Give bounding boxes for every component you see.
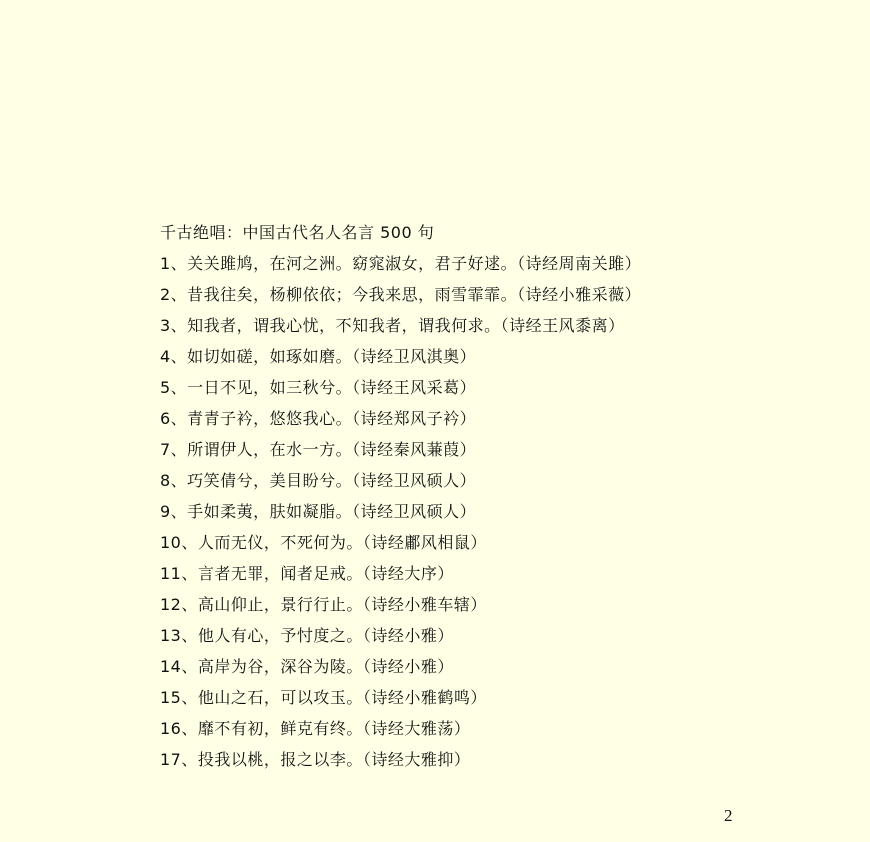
quote-line: 11、言者无罪，闻者足戒。（诗经大序） [160,564,454,583]
quote-line: 3、知我者，谓我心忧，不知我者，谓我何求。（诗经王风黍离） [160,316,625,335]
quote-line: 17、投我以桃，报之以李。（诗经大雅抑） [160,750,471,769]
quote-list [160,253,820,780]
quote-line: 15、他山之石，可以攻玉。（诗经小雅鹤鸣） [160,688,487,707]
quote-line: 7、所谓伊人，在水一方。（诗经秦风蒹葭） [160,440,477,459]
quote-line: 6、青青子衿，悠悠我心。（诗经郑风子衿） [160,409,477,428]
quote-line: 2、昔我往矣，杨柳依依；今我来思，雨雪霏霏。（诗经小雅采薇） [160,285,642,304]
quote-line: 1、关关雎鸠，在河之洲。窈窕淑女，君子好逑。（诗经周南关雎） [160,254,642,273]
quote-line: 13、他人有心，予忖度之。（诗经小雅） [160,626,454,645]
quote-line: 12、高山仰止，景行行止。（诗经小雅车辖） [160,595,487,614]
document-title: 千古绝唱：中国古代名人名言 500 句 [160,223,435,242]
document-body [160,222,820,780]
quote-line: 9、手如柔荑，肤如凝脂。（诗经卫风硕人） [160,502,477,521]
page-number: 2 [724,806,733,825]
quote-line: 16、靡不有初，鲜克有终。（诗经大雅荡） [160,719,471,738]
quote-line: 4、如切如磋，如琢如磨。（诗经卫风淇奥） [160,347,477,366]
quote-line: 14、高岸为谷，深谷为陵。（诗经小雅） [160,657,454,676]
quote-line: 5、一日不见，如三秋兮。（诗经王风采葛） [160,378,477,397]
quote-line: 10、人而无仪，不死何为。（诗经鄘风相鼠） [160,533,487,552]
quote-line: 8、巧笑倩兮，美目盼兮。（诗经卫风硕人） [160,471,477,490]
